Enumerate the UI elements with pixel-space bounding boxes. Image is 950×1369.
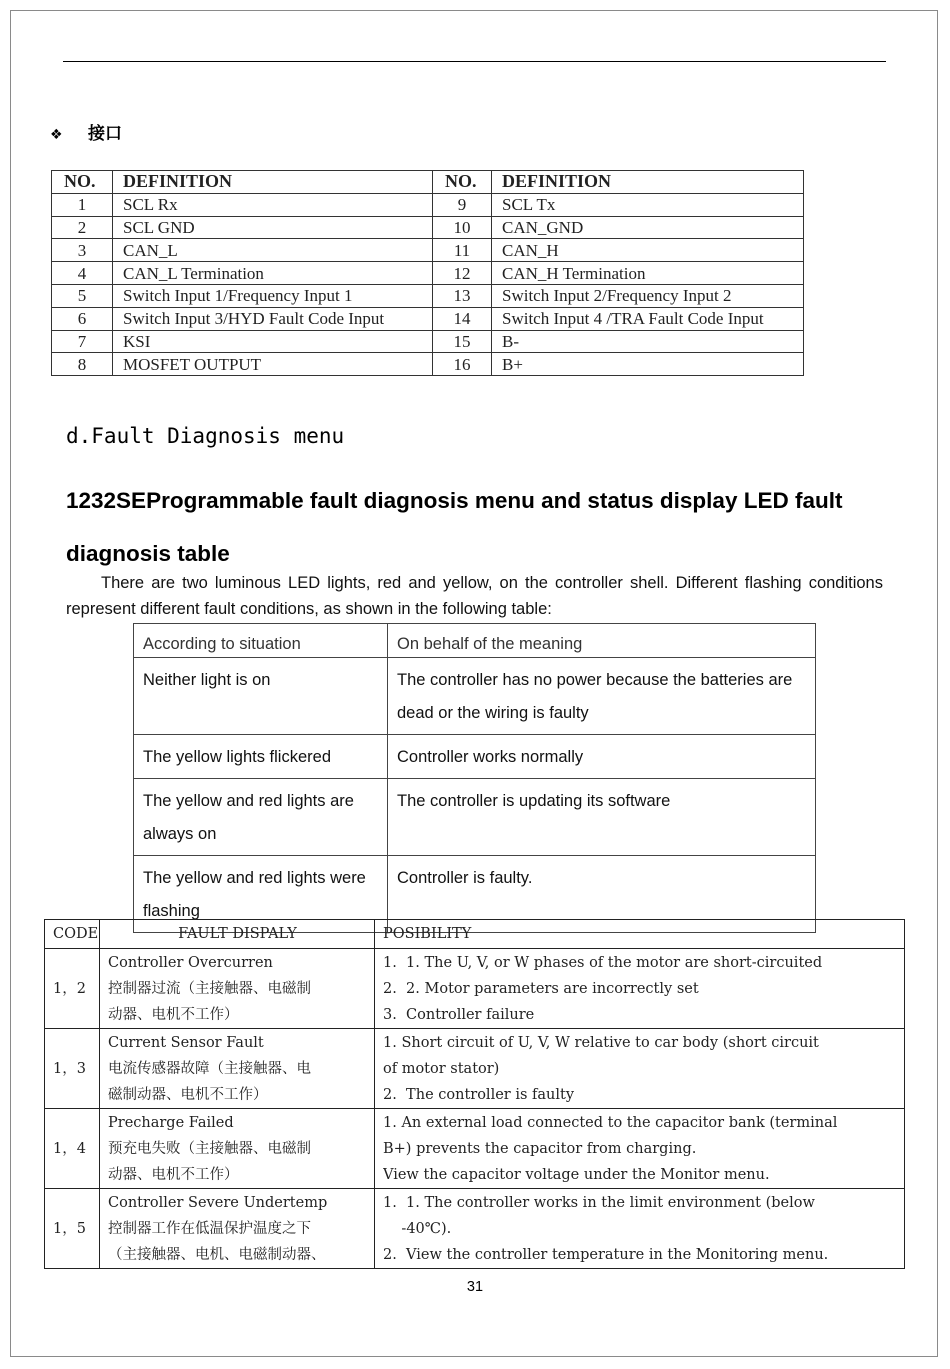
fault-display-line: 电流传感器故障（主接触器、电 — [108, 1061, 311, 1077]
pin-definition-cell: KSI — [113, 330, 433, 353]
fault-display-line: Controller Severe Undertemp — [108, 1195, 328, 1211]
fault-diagnosis-heading: d.Fault Diagnosis menu — [66, 424, 345, 448]
pin-definition-cell: Switch Input 1/Frequency Input 1 — [113, 284, 433, 307]
fault-code-table — [44, 919, 905, 1269]
pin-definition-table — [51, 170, 804, 376]
meaning-cell: Controller works normally — [388, 735, 816, 779]
fault-display-line: 动器、电机不工作） — [108, 1007, 239, 1023]
table-row — [52, 330, 804, 353]
pin-number-cell: 15 — [433, 330, 492, 353]
possibility-line: 1. 1. The controller works in the limit environment (below — [383, 1195, 815, 1211]
pin-number-cell: 6 — [52, 307, 113, 330]
pin-number-cell: 7 — [52, 330, 113, 353]
table-row — [52, 353, 804, 376]
possibility-cell — [375, 1029, 905, 1109]
pin-number-cell: 14 — [433, 307, 492, 330]
table-row — [134, 779, 816, 856]
fault-display-line: 动器、电机不工作） — [108, 1167, 239, 1183]
situation-cell: Neither light is on — [134, 658, 388, 735]
header-cell: FAULT DISPALY — [100, 920, 375, 949]
pin-definition-cell: B+ — [492, 353, 804, 376]
pin-number-cell: 3 — [52, 239, 113, 262]
table-row — [45, 1029, 905, 1109]
possibility-line: 2. 2. Motor parameters are incorrectly set — [383, 981, 699, 997]
table-row — [52, 216, 804, 239]
intro-paragraph: There are two luminous LED lights, red and yellow, on the controller shell. Different flashing conditions represent different fault conditions, as shown in the following table: — [66, 574, 883, 618]
section-title: 接口 — [88, 124, 122, 144]
pin-definition-cell: B- — [492, 330, 804, 353]
pin-definition-cell: CAN_L — [113, 239, 433, 262]
fault-display-line: Current Sensor Fault — [108, 1035, 264, 1051]
led-status-table — [133, 623, 816, 933]
possibility-line: 3. Controller failure — [383, 1007, 535, 1023]
fault-display-line: Controller Overcurren — [108, 955, 273, 971]
header-cell: NO. — [433, 171, 492, 194]
situation-cell: The yellow lights flickered — [134, 735, 388, 779]
fault-display-line: 预充电失败（主接触器、电磁制 — [108, 1141, 311, 1157]
possibility-cell — [375, 1189, 905, 1269]
pin-number-cell: 16 — [433, 353, 492, 376]
situation-cell: The yellow and red lights are always on — [134, 779, 388, 856]
fault-display-line: Precharge Failed — [108, 1115, 234, 1131]
table-row — [134, 735, 816, 779]
pin-definition-cell: CAN_H Termination — [492, 262, 804, 285]
pin-definition-cell: Switch Input 4 /TRA Fault Code Input — [492, 307, 804, 330]
header-cell: According to situation — [134, 624, 388, 658]
pin-definition-cell: Switch Input 3/HYD Fault Code Input — [113, 307, 433, 330]
table-header-row — [45, 920, 905, 949]
table-header-row — [134, 624, 816, 658]
table-row — [134, 658, 816, 735]
possibility-cell — [375, 1109, 905, 1189]
pin-number-cell: 11 — [433, 239, 492, 262]
fault-display-line: 控制器过流（主接触器、电磁制 — [108, 981, 311, 997]
pin-definition-cell: CAN_L Termination — [113, 262, 433, 285]
situation-cell: The yellow and red lights were flashing — [134, 856, 388, 933]
code-cell: 1，2 — [45, 949, 100, 1029]
table-row — [52, 193, 804, 216]
fault-display-cell — [100, 949, 375, 1029]
code-cell: 1，3 — [45, 1029, 100, 1109]
possibility-line: B+) prevents the capacitor from charging. — [383, 1141, 697, 1157]
page-number: 31 — [466, 1279, 484, 1295]
pin-number-cell: 10 — [433, 216, 492, 239]
pin-definition-cell: SCL Tx — [492, 193, 804, 216]
fault-display-cell — [100, 1029, 375, 1109]
header-cell: On behalf of the meaning — [388, 624, 816, 658]
possibility-line: -40℃). — [383, 1221, 452, 1237]
table-row — [52, 307, 804, 330]
possibility-line: 2. View the controller temperature in the Monitoring menu. — [383, 1247, 829, 1263]
diamond-bullet-icon: ❖ — [50, 127, 63, 143]
fault-display-line: 控制器工作在低温保护温度之下 — [108, 1221, 311, 1237]
pin-definition-cell: CAN_H — [492, 239, 804, 262]
fault-display-line: （主接触器、电机、电磁制动器、 — [108, 1247, 326, 1263]
main-title: 1232SEProgrammable fault diagnosis menu and status display LED fault diagnosis table — [66, 488, 843, 566]
header-cell: NO. — [52, 171, 113, 194]
fault-display-cell — [100, 1189, 375, 1269]
pin-number-cell: 8 — [52, 353, 113, 376]
table-row — [52, 284, 804, 307]
pin-definition-cell: SCL Rx — [113, 193, 433, 216]
pin-number-cell: 2 — [52, 216, 113, 239]
meaning-cell: The controller has no power because the batteries are dead or the wiring is faulty — [388, 658, 816, 735]
section-heading — [50, 119, 122, 144]
header-cell: CODE — [45, 920, 100, 949]
table-row — [45, 949, 905, 1029]
code-cell: 1，5 — [45, 1189, 100, 1269]
pin-number-cell: 1 — [52, 193, 113, 216]
header-cell: DEFINITION — [113, 171, 433, 194]
possibility-line: 2. The controller is faulty — [383, 1087, 575, 1103]
header-cell: DEFINITION — [492, 171, 804, 194]
table-row — [45, 1109, 905, 1189]
header-cell: POSIBILITY — [375, 920, 905, 949]
pin-number-cell: 13 — [433, 284, 492, 307]
possibility-line: of motor stator) — [383, 1061, 500, 1077]
possibility-line: View the capacitor voltage under the Monitor menu. — [383, 1167, 770, 1183]
possibility-line: 1. Short circuit of U, V, W relative to car body (short circuit — [383, 1035, 819, 1051]
pin-definition-cell: CAN_GND — [492, 216, 804, 239]
pin-number-cell: 9 — [433, 193, 492, 216]
pin-number-cell: 12 — [433, 262, 492, 285]
fault-display-cell — [100, 1109, 375, 1189]
pin-number-cell: 5 — [52, 284, 113, 307]
table-row — [45, 1189, 905, 1269]
code-cell: 1，4 — [45, 1109, 100, 1189]
pin-definition-cell: Switch Input 2/Frequency Input 2 — [492, 284, 804, 307]
possibility-cell — [375, 949, 905, 1029]
pin-definition-cell: MOSFET OUTPUT — [113, 353, 433, 376]
pin-definition-cell: SCL GND — [113, 216, 433, 239]
meaning-cell: The controller is updating its software — [388, 779, 816, 856]
table-row — [52, 262, 804, 285]
fault-display-line: 磁制动器、电机不工作） — [108, 1087, 268, 1103]
meaning-cell: Controller is faulty. — [388, 856, 816, 933]
header-rule — [63, 61, 886, 62]
table-header-row — [52, 171, 804, 194]
possibility-line: 1. 1. The U, V, or W phases of the motor are short-circuited — [383, 955, 823, 971]
pin-number-cell: 4 — [52, 262, 113, 285]
table-row — [52, 239, 804, 262]
possibility-line: 1. An external load connected to the capacitor bank (terminal — [383, 1115, 838, 1131]
